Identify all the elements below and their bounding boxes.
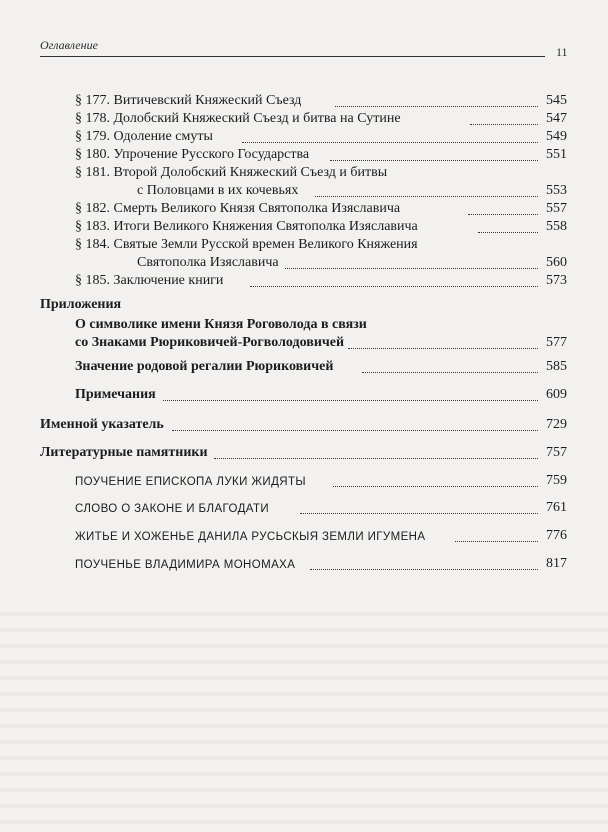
- leader-dots: [310, 569, 538, 570]
- toc-entry-title: § 178. Долобский Княжеский Съезд и битва на Сутине: [75, 111, 401, 126]
- toc-entry[interactable]: [0, 444, 608, 466]
- leader-dots: [242, 142, 538, 143]
- toc-entry-title: Именной указатель: [40, 417, 164, 432]
- toc-entry[interactable]: [0, 416, 608, 438]
- toc-entry[interactable]: [0, 527, 608, 549]
- toc-entry-page: 757: [546, 445, 567, 460]
- leader-dots: [250, 286, 538, 287]
- toc-entry-title: Литературные памятники: [40, 445, 208, 460]
- toc-entry[interactable]: [0, 386, 608, 408]
- header-rule: [40, 56, 545, 57]
- leader-dots: [163, 400, 538, 401]
- toc-entry-title: О символике имени Князя Роговолода в связи: [75, 317, 367, 332]
- toc-entry-title: СЛОВО О ЗАКОНЕ И БЛАГОДАТИ: [75, 503, 270, 515]
- toc-entry-page: 549: [546, 129, 567, 144]
- toc-entry[interactable]: [0, 272, 608, 294]
- toc-entry-title: ЖИТЬЕ И ХОЖЕНЬЕ ДАНИЛА РУСЬСКЫЯ ЗЕМЛИ ИГУМЕНА: [75, 531, 426, 543]
- toc-entry-page: 560: [546, 255, 567, 270]
- show-through-texture: [0, 600, 608, 832]
- toc-entry-page: 817: [546, 556, 567, 571]
- leader-dots: [285, 268, 538, 269]
- toc-entry-page: 609: [546, 387, 567, 402]
- toc-entry[interactable]: [0, 555, 608, 577]
- toc-entry-title: § 179. Одоление смуты: [75, 129, 213, 144]
- toc-entry-title: § 177. Витичевский Княжеский Съезд: [75, 93, 302, 108]
- toc-entry-title-cont: с Половцами в их кочевьях: [137, 183, 299, 198]
- toc-entry-title: Значение родовой регалии Рюриковичей: [75, 359, 334, 374]
- leader-dots: [172, 430, 538, 431]
- toc-entry-page: 761: [546, 500, 567, 515]
- toc-entry-title: § 184. Святые Земли Русской времен Великого Княжения: [75, 237, 418, 252]
- toc-entry-title-cont: со Знаками Рюриковичей-Рогволодовичей: [75, 335, 345, 350]
- toc-entry-title: § 183. Итоги Великого Княжения Святополка Изяславича: [75, 219, 418, 234]
- page-number: 11: [556, 45, 568, 59]
- toc-entry[interactable]: [0, 472, 608, 494]
- toc-entry-page: 577: [546, 335, 567, 350]
- toc-entry-title: § 182. Смерть Великого Князя Святополка Изяславича: [75, 201, 401, 216]
- toc-entry-page: 551: [546, 147, 567, 162]
- leader-dots: [214, 458, 538, 459]
- toc-entry-title: § 185. Заключение книги: [75, 273, 224, 288]
- toc-entry-title: § 181. Второй Долобский Княжеский Съезд и битвы: [75, 165, 388, 180]
- toc-entry-page: 547: [546, 111, 567, 126]
- toc-entry-title: ПОУЧЕНЬЕ ВЛАДИМИРА МОНОМАХА: [75, 559, 296, 571]
- running-title: Оглавление: [40, 38, 98, 52]
- toc-entry[interactable]: [0, 499, 608, 521]
- toc-entry-page: 776: [546, 528, 567, 543]
- toc-entry-page: 558: [546, 219, 567, 234]
- toc-entry[interactable]: [0, 358, 608, 380]
- toc-entry-page: 585: [546, 359, 567, 374]
- toc-entry-page: 759: [546, 473, 567, 488]
- toc-entry-page: 545: [546, 93, 567, 108]
- toc-entry-page: 557: [546, 201, 567, 216]
- toc-entry[interactable]: [0, 164, 608, 204]
- toc-entry-title: Примечания: [75, 387, 156, 402]
- leader-dots: [300, 513, 538, 514]
- toc-entry[interactable]: [0, 316, 608, 356]
- leader-dots: [315, 196, 538, 197]
- toc-entry-page: 573: [546, 273, 567, 288]
- toc-entry-title: ПОУЧЕНИЕ ЕПИСКОПА ЛУКИ ЖИДЯТЫ: [75, 476, 306, 488]
- toc-entry[interactable]: [0, 236, 608, 276]
- toc-entry-page: 729: [546, 417, 567, 432]
- toc-entry-title: § 180. Упрочение Русского Государства: [75, 147, 310, 162]
- section-heading-appendix: Приложения: [40, 297, 122, 312]
- toc-entry-title-cont: Святополка Изяславича: [137, 255, 279, 270]
- toc-entry-page: 553: [546, 183, 567, 198]
